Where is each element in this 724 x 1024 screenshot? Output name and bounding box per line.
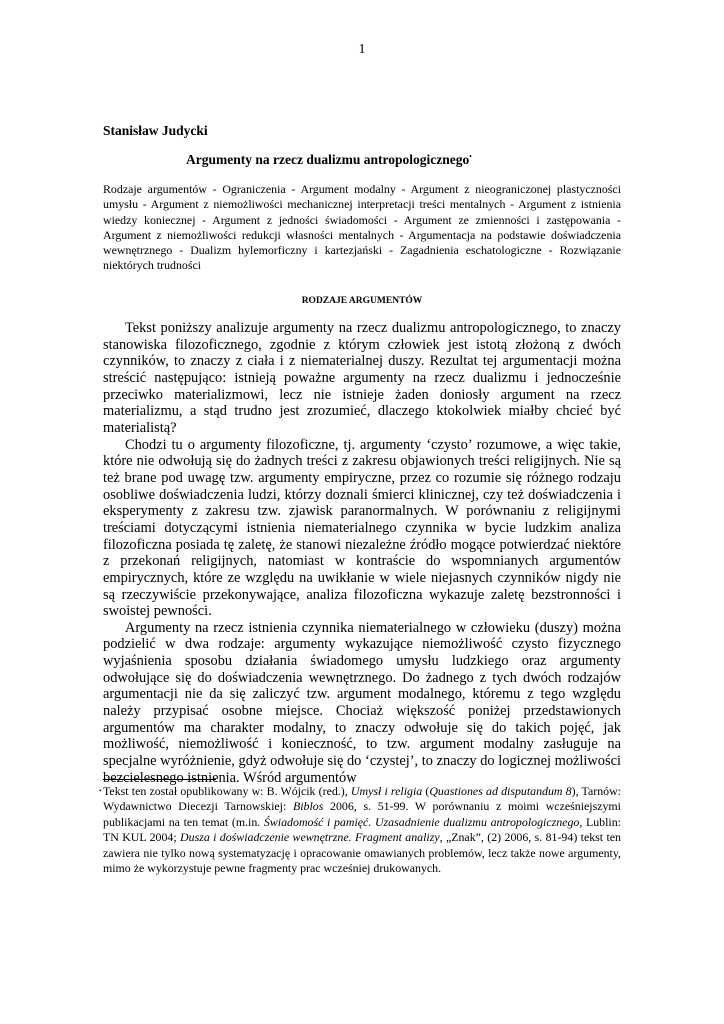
body-text: [103, 320, 621, 786]
footnote-reference-marker: •: [469, 152, 472, 161]
footnote-marker: •: [99, 787, 102, 795]
author-name: Stanisław Judycki: [103, 123, 208, 138]
footnote-segment: , „Znak”, (2) 2006, s. 81-94) tekst ten zawiera nie tylko nową systematyzację i opracowanie omawianych problemów, lecz także nowe argumenty, mimo że wykorzystuje pewne fragmenty prac wcześniej drukowanych.: [103, 830, 621, 876]
footnote-segment: ), Tarnów: Wydawnictwo Diecezji Tarnowskiej:: [103, 784, 621, 814]
body-paragraph: Chodzi tu o argumenty filozoficzne, tj. argumenty ‘czysto’ rozumowe, a więc takie, które nie odwołują się do żadnych treści z zakresu objawionych treści religijnych. Nie są też brane pod uwagę tzw. argumenty empiryczne, przez co rozumie się różnego rodzaju osobliwe doświadczenia ludzi, którzy doznali śmierci klinicznej, czy też doświadczenia i eksperymenty z zakresu tzw. zjawisk paranormalnych. W porównaniu z religijnymi treściami dotyczącymi istnienia niematerialnego czynnika w bycie ludzkim analiza filozoficzna posiada tę zaletę, że stanowi niezależne źródło mogące potwierdzać niektóre z przekonań religijnych, natomiast w kontraście do wspomnianych argumentów empirycznych, które ze względu na uwikłanie w wiele niejasnych czynników nigdy nie są rzeczywiście przekonywające, analiza filozoficzna wykazuje zaletę bezstronności i swoistej pewności.: [103, 436, 621, 620]
body-paragraph: Tekst poniższy analizuje argumenty na rzecz dualizmu antropologicznego, to znaczy stanowiska filozoficznego, zgodnie z którym człowiek jest istotą złożoną z dwóch czynników, to znaczy z ciała i z niematerialnej duszy. Rezultat tej argumentacji można streścić następująco: istnieją poważne argumenty na rzecz dualizmu i jednocześnie przeciwko materializmowi, lecz nie istnieje żaden doniosły argument na rzecz materializmu, a stąd trudno jest zrozumieć, dlaczego ktokolwiek miałby chcieć być materialistą?: [103, 320, 621, 436]
footnote-segment: (: [422, 784, 430, 798]
footnote-segment-italic: Quastiones ad disputandum 8: [429, 784, 572, 798]
footnote-segment-italic: Świadomość i pamięć. Uzasadnienie dualizmu antropologicznego: [263, 814, 580, 829]
footnote-segment: Tekst ten został opublikowany w: B. Wójcik (red.),: [103, 784, 351, 798]
footnote-segment-italic: Biblos: [292, 799, 324, 814]
footnote-separator: [103, 779, 216, 780]
footnote: [99, 784, 621, 876]
footnote-segment: , Lublin: TN KUL 2004;: [103, 814, 621, 845]
body-paragraph: Argumenty na rzecz istnienia czynnika niematerialnego w człowieku (duszy) można podzielić w dwa rodzaje: argumenty wykazujące niemożliwość czysto fizycznego wyjaśnienia sposobu działania świadomego umysłu ludzkiego oraz argumenty odwołujące się do doświadczenia wewnętrznego. Do żadnego z tych dwóch rodzajów argumentacji nie da się zaliczyć tzw. argument modalnego, któremu z tego względu należy przypisać osobne miejsce. Chociaż większość poniżej przedstawionych argumentów ma charakter modalny, to znaczy odwołuje się do takich pojęć, jak możliwość, niemożliwość i konieczność, to tzw. argument modalny zasługuje na specjalne wyróżnienie, gdyż odwołuje się do ‘czystej’, to znaczy do logicznej możliwości bezcielesnego istnienia. Wśród argumentów: [103, 619, 621, 786]
article-title: [186, 152, 472, 168]
footnote-segment-italic: Umysł i religia: [350, 784, 423, 798]
footnote-segment: 2006, s. 51-99. W porównaniu z moimi wcześniejszymi publikacjami na ten temat (m.in.: [103, 799, 621, 829]
footnote-segment-italic: Dusza i doświadczenie wewnętrzne. Fragment analizy: [180, 830, 440, 845]
article-title-text: Argumenty na rzecz dualizmu antropologicznego: [186, 152, 470, 167]
abstract-keywords: Rodzaje argumentów - Ograniczenia - Argument modalny - Argument z nieograniczonej plastyczności umysłu - Argument z niemożliwości mechanicznej interpretacji treści mentalnych - Argument z istnienia wiedzy koniecznej - Argument z jedności świadomości - Argument ze zmienności i zastępowania - Argument z niemożliwości redukcji własności mentalnych - Argumentacja na podstawie doświadczenia wewnętrznego - Dualizm hylemorficzny i kartezjański - Zagadnienia eschatologiczne - Rozwiązanie niektórych trudności: [103, 182, 621, 273]
section-heading: RODZAJE ARGUMENTÓW: [301, 296, 423, 306]
page-number: 1: [358, 42, 366, 57]
